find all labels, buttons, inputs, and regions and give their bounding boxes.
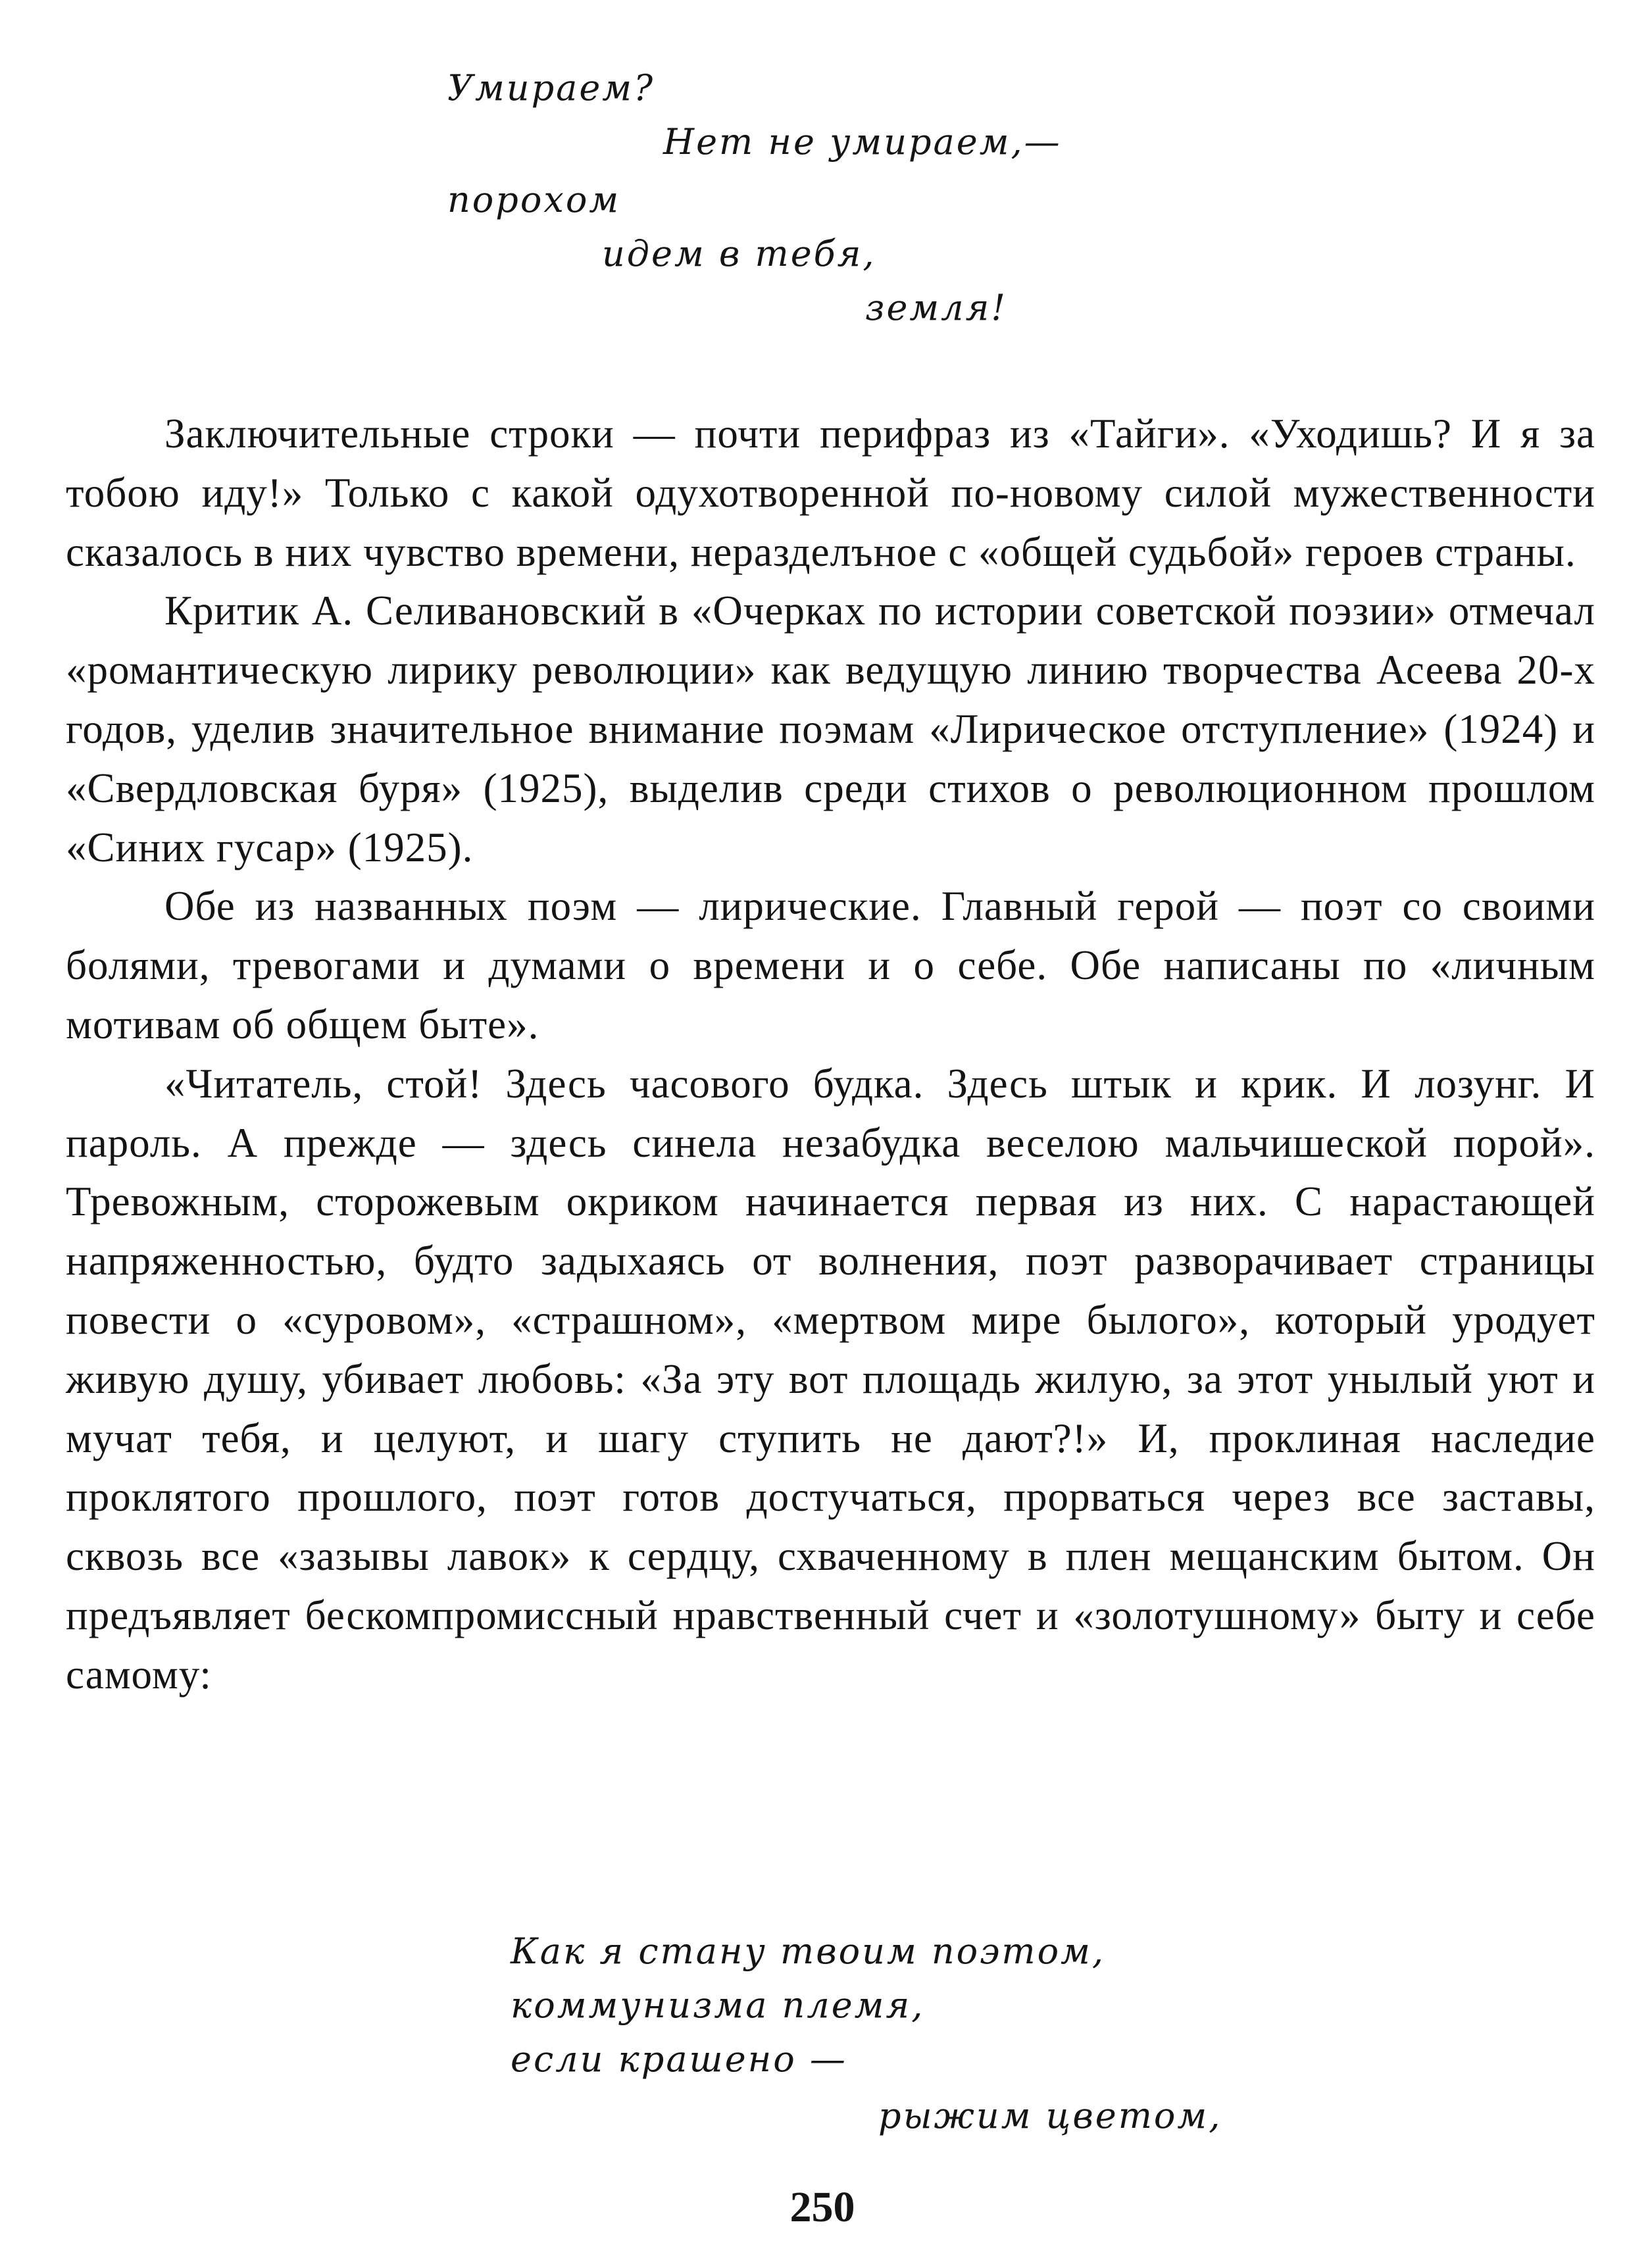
verse-line: земля! bbox=[865, 287, 1008, 328]
verse-line: порохом bbox=[447, 179, 621, 220]
verse-line: Умираем? bbox=[447, 67, 655, 109]
paragraph: Заключительные строки — почти перифраз из «Тайги». «Уходишь? И я за тобою иду!» Только с какой одухотворенной по-новому силой мужественности сказалось в них чувство времени, неразделъное с «общей судьбой» героев страны. bbox=[66, 411, 1595, 575]
verse-line: Нет не умираем,— bbox=[663, 121, 1062, 163]
paragraph: Критик А. Селивановский в «Очерках по истории советской поэзии» отмечал «романтическую лирику революции» как ведущую линию творчества Асеева 20-х годов, уделив значительное внимание поэмам «Лирическое отступление» (1924) и «Свердловская буря» (1925), выделив среди стихов о революционном прошлом «Синих гусар» (1925). bbox=[66, 588, 1595, 870]
verse-line: рыжим цветом, bbox=[878, 2095, 1222, 2136]
body-text bbox=[66, 405, 1595, 1705]
verse-line: коммунизма племя, bbox=[511, 1984, 925, 2026]
paragraph: «Читатель, стой! Здесь часового будка. Здесь штык и крик. И лозунг. И пароль. А прежде — здесь синела незабудка веселою мальчишеской порой». Тревожным, сторожевым окриком начинается первая из них. С нарастающей напряженностью, будто задыхаясь от волнения, поэт разворачивает страницы повести о «суровом», «страшном», «мертвом мире былого», который уродует живую душу, убивает любовь: «За эту вот площадь жилую, за этот унылый уют и мучат тебя, и целуют, и шагу ступить не дают?!» И, проклиная наследие проклятого прошлого, поэт готов достучаться, прорваться через все заставы, сквозь все «зазывы лавок» к сердцу, схваченному в плен мещанским бытом. Он предъявляет бескомпромиссный нравственный счет и «золотушному» быту и себе самому: bbox=[66, 1060, 1595, 1698]
page-number: 250 bbox=[789, 2183, 855, 2231]
verse-line: Как я стану твоим поэтом, bbox=[511, 1930, 1106, 1972]
verse-line: идем в тебя, bbox=[602, 233, 876, 274]
paragraph: Обе из названных поэм — лирические. Главный герой — поэт со своими болями, тревогами и думами о времени и о себе. Обе написаны по «личным мотивам об общем быте». bbox=[66, 883, 1595, 1047]
verse-line: если крашено — bbox=[511, 2038, 847, 2080]
